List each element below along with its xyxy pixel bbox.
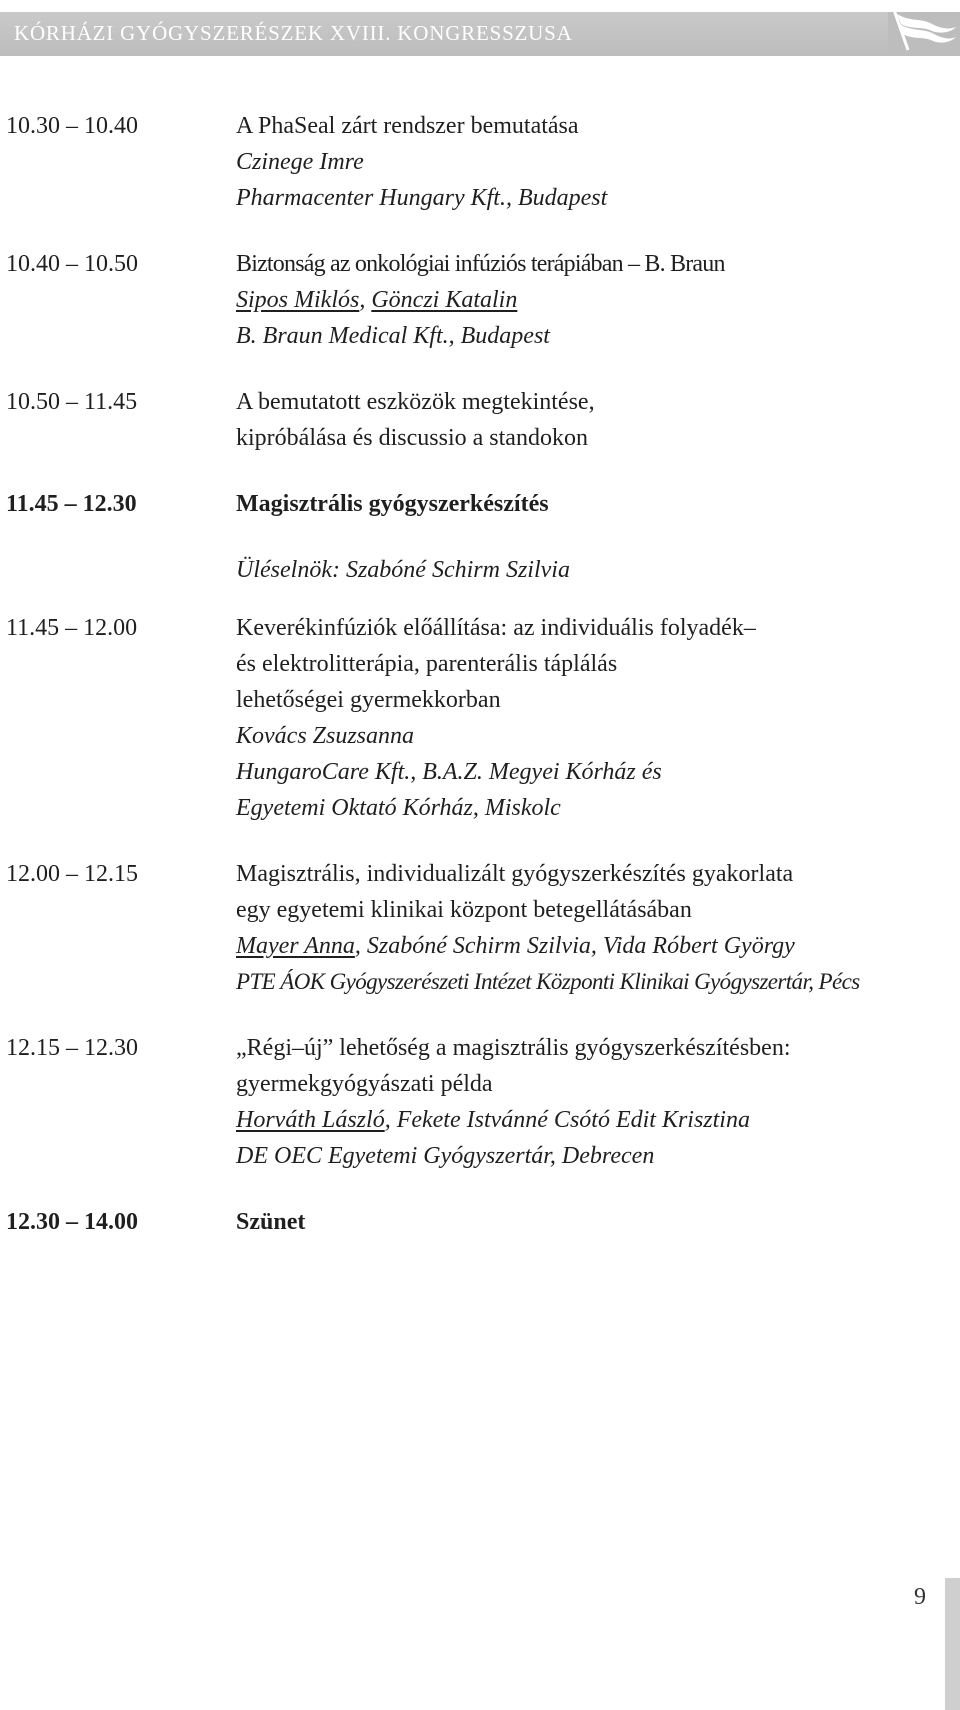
speaker-name: Szabóné Schirm Szilvia	[366, 933, 591, 959]
presenting-author-name: Gönczi Katalin	[371, 287, 518, 313]
entry-time: 10.30 – 10.40	[6, 113, 138, 139]
entry-time: 10.50 – 11.45	[6, 389, 138, 415]
speaker-list: Sipos Miklós, Gönczi Katalin	[236, 287, 518, 313]
running-header-title: KÓRHÁZI GYÓGYSZERÉSZEK XVIII. KONGRESSZUSA	[14, 21, 573, 45]
entry-body	[236, 1030, 936, 1174]
talk-title: és elektrolitterápia, parenterális táplálás	[236, 651, 618, 677]
speaker-name: Czinege Imre	[236, 149, 364, 175]
talk-title: Magisztrális, individualizált gyógyszerkészítés gyakorlata	[236, 861, 794, 887]
speaker-name: Kovács Zsuzsanna	[236, 723, 415, 749]
speaker-list	[236, 144, 936, 180]
session-time: 11.45 – 12.30	[6, 491, 137, 517]
presenting-author-name: Mayer Anna	[236, 933, 355, 959]
affiliation: B. Braun Medical Kft., Budapest	[236, 323, 550, 349]
talk-title: gyermekgyógyászati példa	[236, 1071, 493, 1097]
entry-body	[236, 610, 936, 826]
session-chair-name: Üléselnök: Szabóné Schirm Szilvia	[236, 557, 570, 583]
affiliation: HungaroCare Kft., B.A.Z. Megyei Kórház és	[236, 759, 662, 785]
talk-title: egy egyetemi klinikai központ betegellátásában	[236, 897, 692, 923]
talk-title: lehetőségei gyermekkorban	[236, 687, 501, 713]
presenting-author-name: Horváth László	[236, 1107, 385, 1133]
flag-logo-icon	[888, 0, 960, 60]
talk-title: Biztonság az onkológiai infúziós terápiában – B. Braun	[236, 251, 725, 277]
entry-body	[236, 486, 936, 522]
speaker-name: Vida Róbert György	[602, 933, 795, 959]
entry-time: 12.00 – 12.15	[6, 861, 138, 887]
affiliation: PTE ÁOK Gyógyszerészeti Intézet Központi Klinikai Gyógyszertár, Pécs	[236, 969, 860, 994]
session-header	[0, 486, 960, 522]
program-list	[0, 108, 960, 1270]
affiliation: DE OEC Egyetemi Gyógyszertár, Debrecen	[236, 1143, 655, 1169]
entry-body	[236, 108, 936, 216]
affiliation: Pharmacenter Hungary Kft., Budapest	[236, 185, 608, 211]
session-header	[0, 1204, 960, 1240]
entry-body	[236, 552, 936, 588]
affiliation: Egyetemi Oktató Kórház, Miskolc	[236, 795, 561, 821]
program-entry	[0, 246, 960, 354]
entry-body	[236, 1204, 936, 1240]
program-entry	[0, 108, 960, 216]
entry-time: 12.15 – 12.30	[6, 1035, 138, 1061]
program-entry	[0, 1030, 960, 1174]
entry-body	[236, 246, 936, 354]
entry-body	[236, 856, 936, 1000]
talk-title: Keverékinfúziók előállítása: az individuális folyadék–	[236, 615, 756, 641]
page-number: 9	[914, 1584, 926, 1610]
speaker-list: Mayer Anna, Szabóné Schirm Szilvia, Vida Róbert György	[236, 933, 795, 959]
speaker-name: Fekete Istvánné Csótó Edit Krisztina	[396, 1107, 750, 1133]
session-title: Magisztrális gyógyszerkészítés	[236, 491, 549, 517]
session-time: 12.30 – 14.00	[6, 1209, 138, 1235]
program-entry	[0, 384, 960, 456]
page-edge-bar	[945, 1578, 960, 1710]
talk-title: „Régi–új” lehetőség a magisztrális gyógyszerkészítésben:	[236, 1035, 791, 1061]
session-chair	[0, 552, 960, 588]
entry-body	[236, 384, 936, 456]
talk-title: A PhaSeal zárt rendszer bemutatása	[236, 113, 579, 139]
session-title: Szünet	[236, 1209, 306, 1235]
talk-title: kipróbálása és discussio a standokon	[236, 425, 588, 451]
talk-title: A bemutatott eszközök megtekintése,	[236, 389, 595, 415]
speaker-list	[236, 718, 936, 754]
entry-time: 11.45 – 12.00	[6, 615, 138, 641]
program-entry	[0, 610, 960, 826]
presenting-author-name: Sipos Miklós	[236, 287, 360, 313]
entry-time: 10.40 – 10.50	[6, 251, 138, 277]
speaker-list: Horváth László, Fekete Istvánné Csótó Edit Krisztina	[236, 1107, 750, 1133]
program-entry	[0, 856, 960, 1000]
